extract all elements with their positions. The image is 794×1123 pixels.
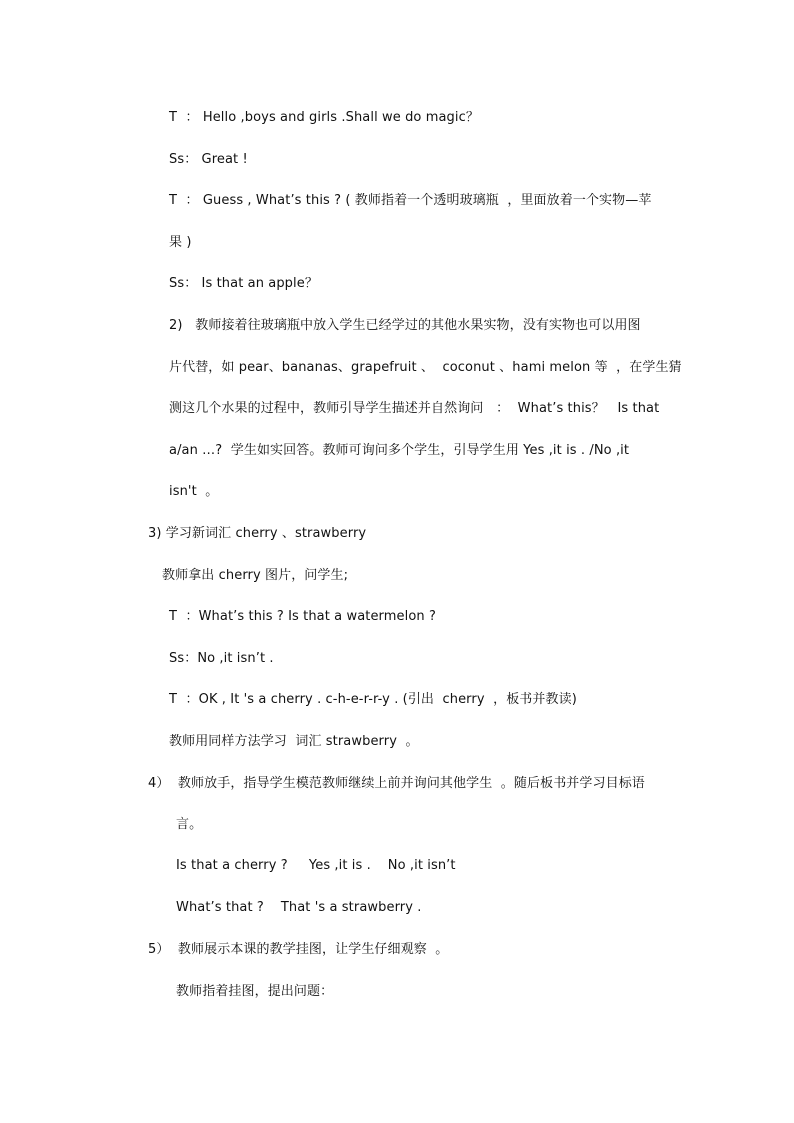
step-2-paragraph-line-4: a/an …? 学生如实回答。教师可询问多个学生，引导学生用 Yes ,it is . /No ,it — [169, 443, 630, 458]
step-4-heading-line-1: 4） 教师放手，指导学生模范教师继续上前并询问其他学生 。随后板书并学习目标语 — [148, 776, 645, 791]
step-5-instruction: 教师指着挂图，提出问题： — [176, 984, 334, 999]
step-2-paragraph-line-3: 测这几个水果的过程中，教师引导学生描述并自然询问 ： What’s this？ Is that — [169, 401, 660, 416]
step-2-paragraph-line-5: isn't 。 — [169, 484, 219, 499]
dialogue-line-teacher-watermelon: T ：What’s this ? Is that a watermelon ? — [169, 609, 436, 624]
step-2-paragraph-line-2: 片代替，如 pear、bananas、grapefruit 、 coconut 、hami melon 等 ，在学生猜 — [169, 360, 682, 375]
dialogue-line-students-great: Ss： Great ! — [169, 152, 248, 167]
dialogue-line-teacher-cherry: T ：OK , It 's a cherry . c-h-e-r-r-y . (引出 cherry ，板书并教读) — [169, 692, 577, 707]
dialogue-line-students-no: Ss：No ,it isn’t . — [169, 651, 274, 666]
step-3-intro: 教师拿出 cherry 图片，问学生; — [162, 568, 349, 583]
step-3-strawberry-note: 教师用同样方法学习 词汇 strawberry 。 — [169, 734, 419, 749]
step-4-heading-line-2: 言。 — [176, 817, 203, 832]
step-3-heading: 3) 学习新词汇 cherry 、strawberry — [148, 526, 367, 541]
dialogue-line-students-apple: Ss： Is that an apple？ — [169, 276, 318, 291]
dialogue-line-teacher-guess: T ： Guess , What’s this ? ( 教师指着一个透明玻璃瓶 ，里面放着一个实物—苹 — [169, 193, 652, 208]
step-2-paragraph-line-1: 2) 教师接着往玻璃瓶中放入学生已经学过的其他水果实物，没有实物也可以用图 — [169, 318, 641, 333]
dialogue-line-teacher-magic: T ： Hello ,boys and girls .Shall we do magic？ — [169, 110, 479, 125]
step-5-heading: 5） 教师展示本课的教学挂图，让学生仔细观察 。 — [148, 942, 449, 957]
target-language-line-1: Is that a cherry ? Yes ,it is . No ,it isn’t — [176, 858, 456, 873]
target-language-line-2: What’s that ? That 's a strawberry . — [176, 900, 422, 915]
dialogue-line-continuation: 果 ) — [169, 235, 192, 250]
